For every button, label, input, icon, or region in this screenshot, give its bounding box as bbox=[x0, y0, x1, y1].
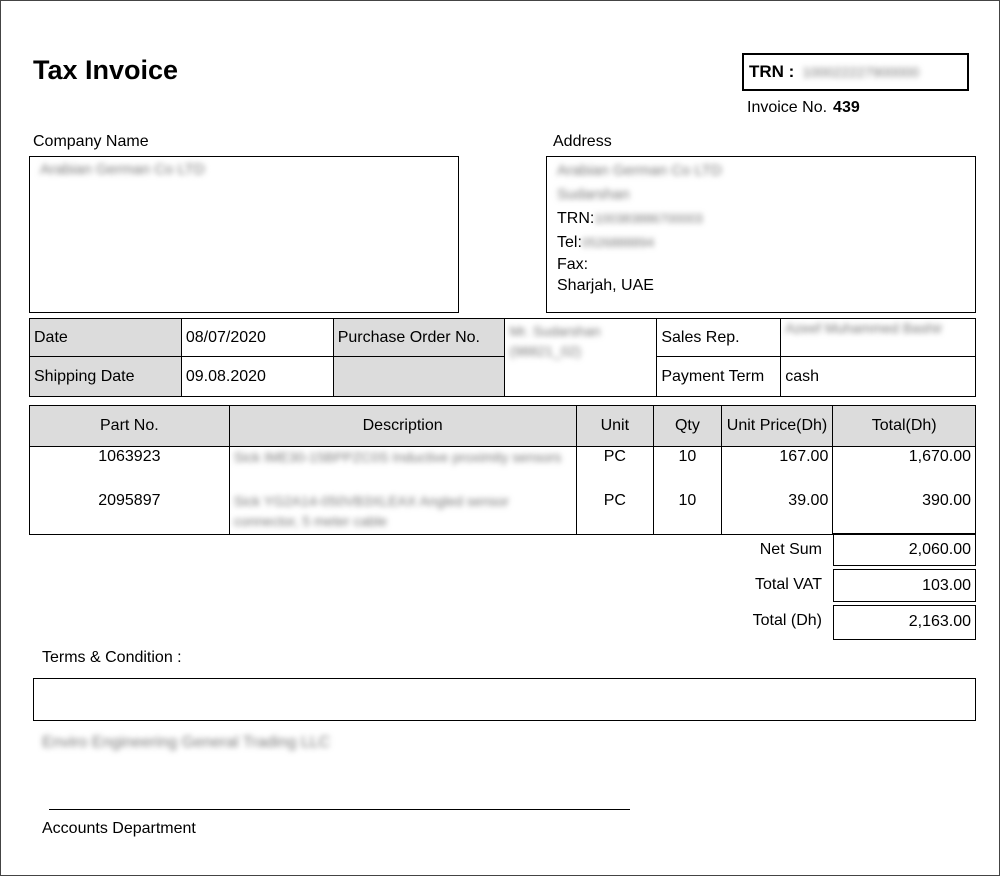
sales-rep-cell bbox=[781, 319, 976, 357]
qty-column bbox=[654, 447, 722, 535]
company-name-box bbox=[29, 156, 459, 313]
row-2-price: 39.00 bbox=[788, 492, 829, 509]
sales-rep-label: Sales Rep. bbox=[657, 319, 781, 357]
address-label: Address bbox=[553, 133, 612, 150]
address-company: Arabian German Co LTD bbox=[557, 162, 722, 179]
trn-value: 100022227900000 bbox=[802, 64, 920, 80]
row-2-unit: PC bbox=[603, 492, 626, 509]
row-2-qty: 10 bbox=[678, 492, 697, 509]
grand-total-label: Total (Dh) bbox=[752, 612, 822, 629]
total-column bbox=[833, 447, 976, 535]
date-label: Date bbox=[30, 319, 182, 357]
row-1-total: 1,670.00 bbox=[908, 448, 971, 465]
invoice-number-label: Invoice No. bbox=[747, 99, 828, 116]
terms-label: Terms & Condition : bbox=[42, 649, 182, 666]
address-tel bbox=[557, 231, 965, 255]
address-trn bbox=[557, 207, 965, 231]
row-1-price: 167.00 bbox=[779, 448, 829, 465]
total-vat-value: 103.00 bbox=[833, 569, 976, 602]
header-unit-price: Unit Price(Dh) bbox=[721, 406, 833, 447]
unit-column bbox=[576, 447, 653, 535]
items-body bbox=[30, 447, 976, 535]
payment-term-value: cash bbox=[781, 357, 976, 397]
address-fax: Fax: bbox=[557, 256, 589, 273]
row-2-total: 390.00 bbox=[922, 492, 971, 509]
address-box bbox=[546, 156, 976, 313]
invoice-number bbox=[747, 99, 860, 117]
address-tel-label: Tel: bbox=[557, 234, 582, 251]
company-name-label: Company Name bbox=[33, 133, 149, 150]
row-1-unit: PC bbox=[603, 448, 626, 465]
grand-total-value: 2,163.00 bbox=[833, 605, 976, 640]
row-2-part: 2095897 bbox=[98, 492, 161, 509]
row-1-description: Sick IME30-15BPPZC0S Inductive proximity sensors bbox=[233, 449, 562, 465]
unit-price-column bbox=[721, 447, 833, 535]
part-no-column bbox=[30, 447, 230, 535]
shipping-date-label: Shipping Date bbox=[30, 357, 182, 397]
po-value: Mr. Sudarshan (98821_02) bbox=[509, 323, 601, 359]
address-trn-value: 100383886700003 bbox=[594, 211, 703, 226]
header-description: Description bbox=[229, 406, 576, 447]
company-name-value: Arabian German Co LTD bbox=[40, 161, 205, 178]
shipping-date-value: 09.08.2020 bbox=[181, 357, 333, 397]
trn-label: TRN : bbox=[749, 62, 795, 81]
address-tel-value: 0526888894 bbox=[581, 235, 655, 250]
row-1-qty: 10 bbox=[678, 448, 697, 465]
invoice-number-value: 439 bbox=[833, 99, 860, 116]
page-title: Tax Invoice bbox=[33, 55, 179, 85]
net-sum-value: 2,060.00 bbox=[833, 533, 976, 566]
terms-box bbox=[33, 678, 976, 721]
header-unit: Unit bbox=[576, 406, 653, 447]
info-table bbox=[29, 318, 976, 397]
items-table bbox=[29, 405, 976, 535]
net-sum-label: Net Sum bbox=[759, 541, 822, 558]
address-city: Sharjah, UAE bbox=[557, 277, 654, 294]
trn-box bbox=[742, 53, 969, 91]
header-total: Total(Dh) bbox=[833, 406, 976, 447]
po-label: Purchase Order No. bbox=[333, 319, 505, 357]
payment-term-label: Payment Term bbox=[657, 357, 781, 397]
empty-gray-cell bbox=[333, 357, 505, 397]
address-contact: Sudarshan bbox=[557, 186, 630, 203]
footer-company: Enviro Engineering General Trading LLC bbox=[42, 734, 331, 751]
description-column bbox=[229, 447, 576, 535]
row-1-part: 1063923 bbox=[98, 448, 161, 465]
po-value-cell bbox=[505, 319, 657, 397]
header-qty: Qty bbox=[654, 406, 722, 447]
address-trn-label: TRN: bbox=[557, 210, 595, 227]
header-part-no: Part No. bbox=[30, 406, 230, 447]
date-value: 08/07/2020 bbox=[181, 319, 333, 357]
total-vat-label: Total VAT bbox=[755, 576, 822, 593]
row-2-description: Sick YG2A14-050VB3XLEAX Angled sensor connector, 5 meter cable bbox=[233, 493, 509, 529]
signature-line bbox=[49, 809, 630, 810]
accounts-department: Accounts Department bbox=[42, 820, 196, 837]
sales-rep-value: Azeef Muhammed Bashir bbox=[785, 320, 943, 336]
